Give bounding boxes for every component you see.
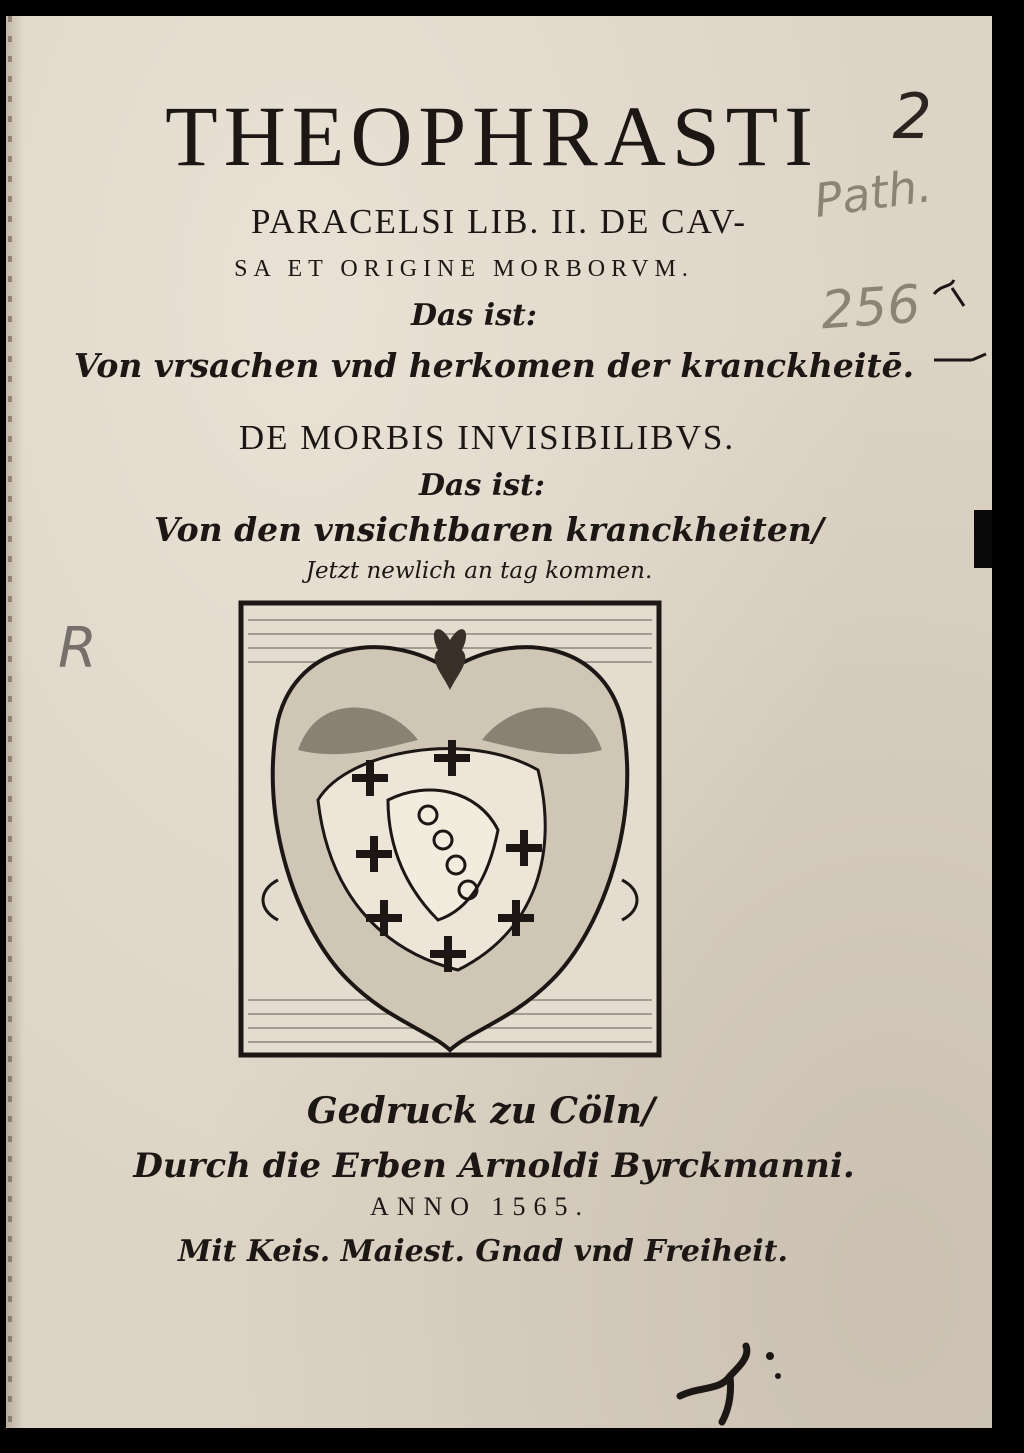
title-line-2: PARACELSI LIB. II. DE CAV-	[250, 202, 748, 241]
subtitle-1: Von vrsachen vnd herkomen der kranckheitē.	[73, 346, 915, 385]
printers-device-woodcut	[238, 600, 662, 1058]
handwritten-number: 2	[892, 80, 932, 153]
ink-dash-icon	[932, 350, 988, 370]
handwritten-signature: Path.	[811, 158, 936, 228]
title-line-4: DE MORBIS INVISIBILIBVS.	[238, 418, 736, 457]
ink-blot-icon	[670, 1336, 790, 1426]
ink-mark-icon	[930, 274, 970, 314]
handwritten-shelfmark: 256	[818, 274, 922, 342]
title-page	[6, 16, 992, 1428]
title-line-1: THEOPHRASTI	[165, 88, 819, 184]
das-ist-1: Das ist:	[410, 298, 537, 333]
imprint-privilege: Mit Keis. Maiest. Gnad vnd Freiheit.	[178, 1234, 788, 1269]
imprint-line-1: Gedruck zu Cöln/	[306, 1090, 656, 1132]
imprint-year: ANNO 1565.	[369, 1192, 591, 1221]
handwritten-letter: R	[58, 616, 97, 681]
imprint-line-2: Durch die Erben Arnoldi Byrckmanni.	[133, 1146, 855, 1186]
subtitle-2: Von den vnsichtbaren kranckheiten/	[154, 510, 824, 549]
das-ist-2: Das ist:	[418, 468, 545, 503]
subtitle-3: Jetzt newlich an tag kommen.	[305, 558, 653, 584]
title-line-3: SA ET ORIGINE MORBORVM.	[234, 256, 694, 282]
page-edge-tab	[974, 510, 992, 568]
